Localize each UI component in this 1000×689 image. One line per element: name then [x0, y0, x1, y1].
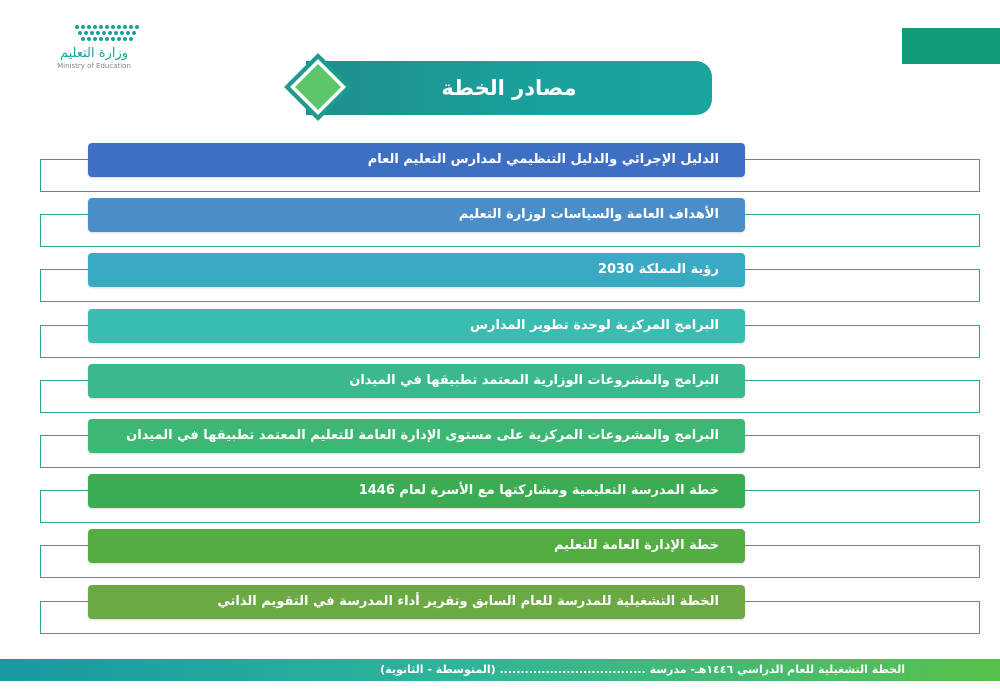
- footer-bar: [0, 659, 1000, 681]
- list-item: البرامج والمشروعات المركزية على مستوى الإدارة العامة للتعليم المعتمد تطبيقها في الميدان: [88, 419, 745, 453]
- logo-english-text: Ministry of Education: [57, 62, 131, 70]
- diamond-icon: [282, 51, 354, 123]
- corner-accent-bar: [902, 28, 1000, 64]
- list-item: رؤية المملكة 2030: [88, 253, 745, 287]
- list-item: الخطة التشغيلية للمدرسة للعام السابق وتقرير أداء المدرسة في التقويم الذاتي: [88, 585, 745, 619]
- footer-text: الخطة التشغيلية للعام الدراسي ١٤٤٦هـ- مدرسة ................................... (المتوسطة - الثانوية): [380, 663, 905, 676]
- list-item: خطة المدرسة التعليمية ومشاركتها مع الأسرة لعام 1446: [88, 474, 745, 508]
- list-item: البرامج المركزية لوحدة تطوير المدارس: [88, 309, 745, 343]
- list-item: البرامج والمشروعات الوزارية المعتمد تطبيقها في الميدان: [88, 364, 745, 398]
- ministry-logo: [40, 22, 150, 74]
- title-banner: [306, 61, 712, 115]
- logo-dots-icon: [72, 22, 142, 42]
- logo-arabic-text: وزارة التعليم: [59, 46, 129, 61]
- list-item: الأهداف العامة والسياسات لوزارة التعليم: [88, 198, 745, 232]
- page-title: مصادر الخطة: [441, 76, 577, 100]
- list-item: الدليل الإجرائي والدليل التنظيمي لمدارس التعليم العام: [88, 143, 745, 177]
- list-item: خطة الإدارة العامة للتعليم: [88, 529, 745, 563]
